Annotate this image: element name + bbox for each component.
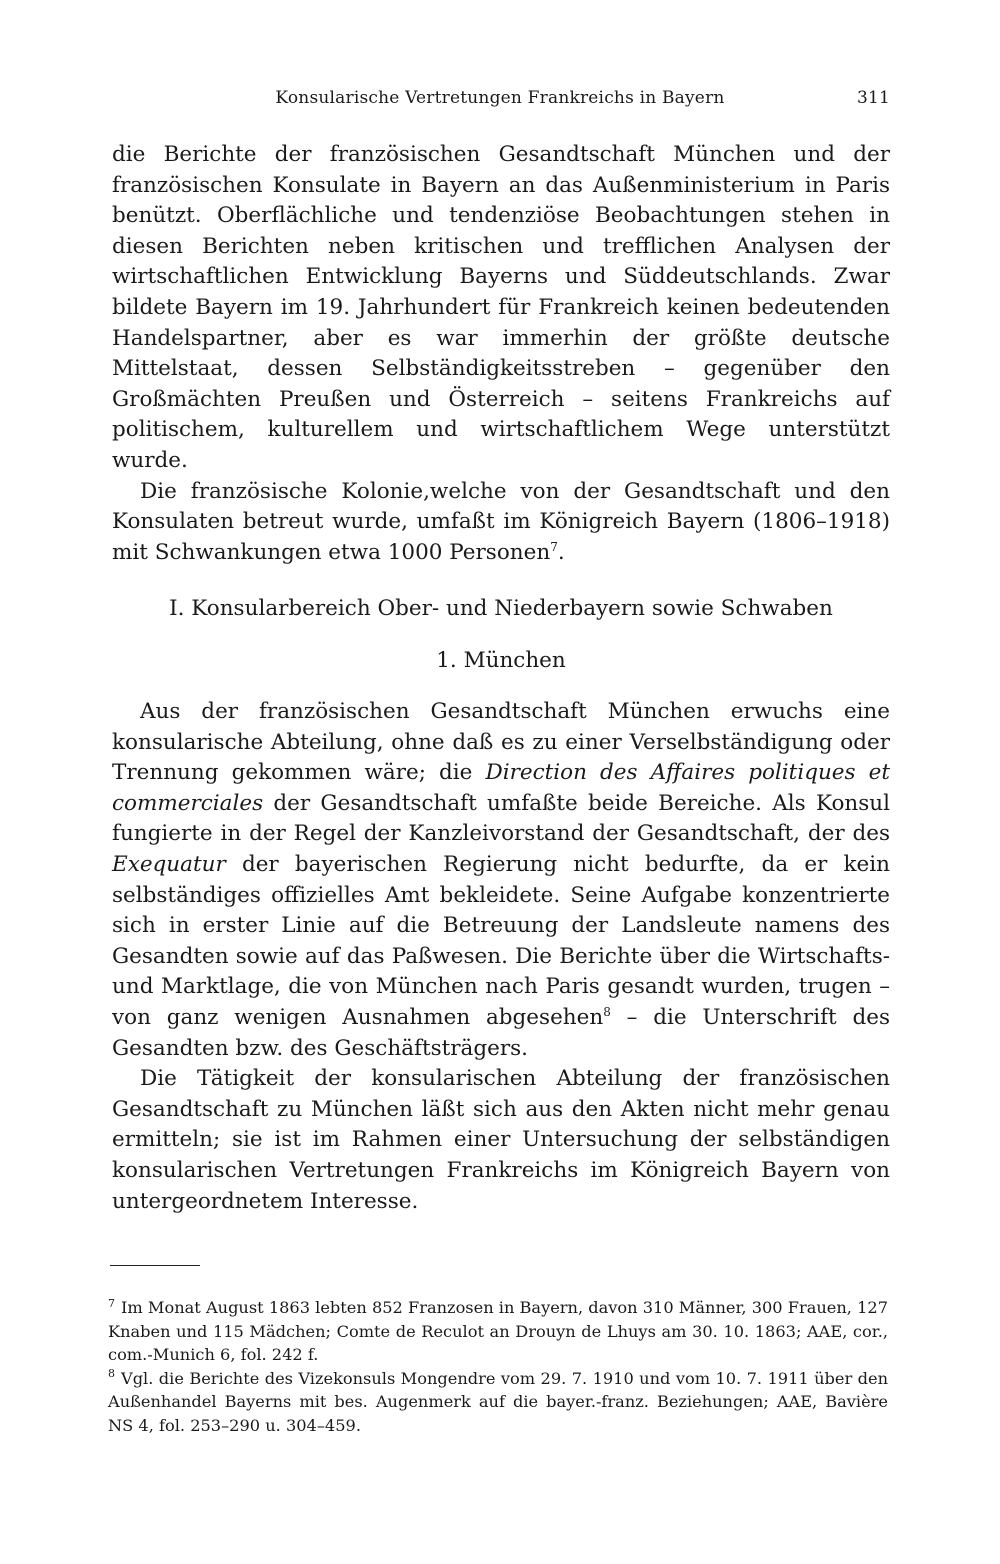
paragraph-2-text: Die französische Kolonie,welche von der Gesandtschaft und den Konsulaten betreut wurde, umfaßt im Königreich Bayern (1806–1918) mit Schwankungen etwa 1000 Personen bbox=[112, 478, 890, 565]
paragraph-3-part-d: – die Unterschrift des Gesandten bzw. des Geschäftsträgers. bbox=[112, 1004, 890, 1061]
paragraph-3-part-b: der Gesandtschaft umfaßte beide Bereiche. Als Konsul fungierte in der Regel der Kanzleivorstand der Gesandtschaft, der des bbox=[112, 790, 890, 847]
intro-text bbox=[112, 140, 890, 568]
footnote-8 bbox=[108, 1367, 888, 1438]
main-text bbox=[112, 697, 890, 1217]
footnotes bbox=[108, 1296, 888, 1438]
footnote-7 bbox=[108, 1296, 888, 1367]
footnote-ref-7[interactable]: 7 bbox=[550, 539, 558, 554]
paragraph-4: Die Tätigkeit der konsularischen Abteilung der französischen Gesandtschaft zu München läßt sich aus den Akten nicht mehr genau ermitteln; sie ist im Rahmen einer Untersuchung der selbständigen konsularischen Vertretungen Frankreichs im Königreich Bayern von untergeordnetem Interesse. bbox=[112, 1066, 890, 1214]
footnote-text: Vgl. die Berichte des Vizekonsuls Mongendre vom 29. 7. 1910 und vom 10. 7. 1911 über den Außenhandel Bayerns mit bes. Augenmerk auf die bayer.-franz. Beziehungen; AAE, Bavière NS 4, fol. 253–290 u. 304–459. bbox=[108, 1368, 888, 1435]
section-heading: I. Konsularbereich Ober- und Niederbayern sowie Schwaben bbox=[169, 596, 833, 621]
paragraph-1: die Berichte der französischen Gesandtschaft München und der französischen Konsulate in Bayern an das Außenministerium in Paris benützt. Oberflächliche und tendenziöse Beobachtungen stehen in diesen Berichten neben kritischen und trefflichen Analysen der wirtschaftlichen Entwicklung Bayerns und Süddeutschlands. Zwar bildete Bayern im 19. Jahrhundert für Frankreich keinen bedeutenden Handelspartner, aber es war immerhin der größte deutsche Mittelstaat, dessen Selbständigkeitsstreben – gegenüber den Großmächten Preußen und Österreich – seitens Frankreichs auf politischem, kulturellem und wirtschaftlichem Wege unterstützt wurde. bbox=[112, 142, 890, 473]
paragraph-2-end: . bbox=[557, 539, 565, 565]
paragraph-3-italic-direction: Direction des Affaires politiques et commerciales bbox=[112, 760, 891, 816]
footnote-mark: 7 bbox=[108, 1296, 115, 1310]
running-head bbox=[110, 88, 890, 114]
footnote-mark: 8 bbox=[108, 1367, 115, 1381]
page-number: 311 bbox=[856, 88, 890, 108]
paragraph-3-italic-exequatur: Exequatur bbox=[112, 851, 226, 877]
paragraph-3-part-c: der bayerischen Regierung nicht bedurfte, da er kein selbständiges offizielles Amt bekleidete. Seine Aufgabe konzentrierte sich in erster Linie auf die Betreuung der Landsleute namens des Gesandten sowie auf das Paßwesen. Die Berichte über die Wirtschafts- und Marktlage, die von München nach Paris gesandt wurden, trugen – von ganz wenigen Ausnahmen abgesehen bbox=[112, 851, 890, 1030]
footnote-ref-8[interactable]: 8 bbox=[603, 1004, 611, 1019]
paragraph-3 bbox=[112, 697, 890, 1064]
subsection-heading: 1. München bbox=[436, 648, 566, 673]
footnote-text: Im Monat August 1863 lebten 852 Franzosen in Bayern, davon 310 Männer, 300 Frauen, 127 Knaben und 115 Mädchen; Comte de Reculot an Drouyn de Lhuys am 30. 10. 1863; AAE, cor., com.-Munich 6, fol. 242 f. bbox=[108, 1298, 888, 1365]
paragraph-3-part-a: Aus der französischen Gesandtschaft München erwuchs eine konsularische Abteilung, ohne daß es zu einer Verselbständigung oder Trennung gekommen wäre; die bbox=[112, 699, 890, 786]
running-title: Konsularische Vertretungen Frankreichs in Bayern bbox=[275, 88, 725, 108]
footnote-divider bbox=[110, 1265, 200, 1266]
paragraph-2 bbox=[112, 477, 890, 569]
